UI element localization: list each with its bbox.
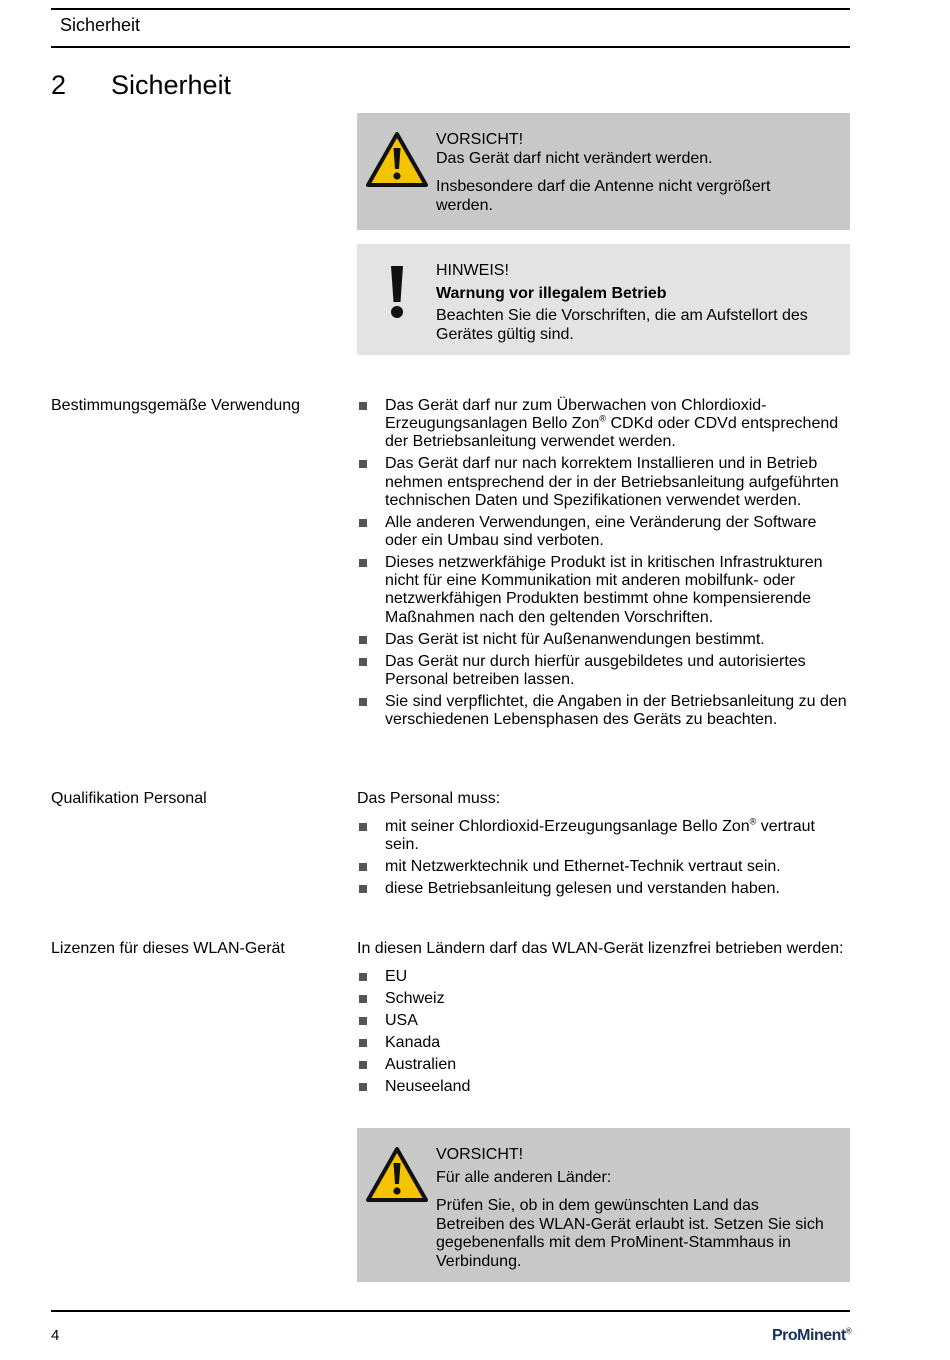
caution-content [436,1146,826,1271]
notice-box [357,244,850,355]
page-number: 4 [51,1327,60,1344]
notice-heading: Warnung vor illegalem Betrieb [436,284,667,302]
header-bottom-rule [51,46,850,48]
list-item: Das Gerät nur durch hierfür ausgebildetes und autorisiertes Personal betreiben lassen. [357,653,850,689]
list-item: Das Gerät darf nur zum Überwachen von Chlordioxid-Erzeugungsanlagen Bello Zon® CDKd oder CDVd entsprechend der Betriebsanleitung verwendet werden. [357,397,850,452]
caution-box [357,1128,850,1282]
country-item: EU [357,968,850,986]
country-item: Australien [357,1056,850,1074]
chapter-title: Sicherheit [111,70,232,100]
qualification-section [357,790,850,902]
list-item: mit Netzwerktechnik und Ethernet-Technik vertraut sein. [357,858,850,876]
caution-content [436,131,826,215]
intended-use-list [357,397,850,729]
caution-signal-word: VORSICHT! [436,1146,524,1163]
list-item: Das Gerät darf nur nach korrektem Installieren und in Betrieb nehmen entsprechend der in der Betriebsanleitung aufgeführten technischen Daten und Spezifikationen verwendet werden. [357,455,850,510]
exclamation-icon [387,264,407,322]
qualification-intro: Das Personal muss: [357,790,501,807]
warning-triangle-icon [365,131,429,189]
caution-signal-word: VORSICHT! [436,131,524,148]
notice-text: Beachten Sie die Vorschriften, die am Aufstellort des Gerätes gültig sind. [436,307,808,343]
licenses-section [357,940,850,1100]
notice-signal-word: HINWEIS! [436,262,509,279]
footer-rule [51,1310,850,1312]
qualification-list [357,818,850,898]
caution-box [357,113,850,230]
country-item: USA [357,1012,850,1030]
list-item: mit seiner Chlordioxid-Erzeugungsanlage Bello Zon® vertraut sein. [357,818,850,854]
country-list [357,968,850,1096]
list-item: Sie sind verpflichtet, die Angaben in der Betriebsanleitung zu den verschiedenen Lebensphasen des Geräts zu beachten. [357,693,850,729]
caution-text-1: Das Gerät darf nicht verändert werden. [436,149,713,167]
caution-text-2: Insbesondere darf die Antenne nicht vergrößert werden. [436,178,771,214]
qualification-label: Qualifikation Personal [51,790,207,807]
country-item: Kanada [357,1034,850,1052]
chapter-number: 2 [51,70,67,100]
list-item: Das Gerät ist nicht für Außenanwendungen bestimmt. [357,631,850,649]
country-item: Neuseeland [357,1078,850,1096]
running-header: Sicherheit [60,15,141,35]
list-item: Alle anderen Verwendungen, eine Veränderung der Software oder ein Umbau sind verboten. [357,514,850,550]
notice-content [436,262,826,344]
intended-use-section [357,397,850,733]
list-item: diese Betriebsanleitung gelesen und verstanden haben. [357,880,850,898]
list-item: Dieses netzwerkfähige Produkt ist in kritischen Infrastrukturen nicht für eine Kommunikation mit anderen mobilfunk- oder netzwerkfähigen Produkten bestimmt ohne kompensierende Maßnahmen nach den geltenden Vorschriften. [357,554,850,627]
licenses-intro: In diesen Ländern darf das WLAN-Gerät lizenzfrei betrieben werden: [357,940,844,957]
prominent-logo: ProMinent® [772,1326,852,1344]
licenses-label: Lizenzen für dieses WLAN-Gerät [51,940,285,957]
intended-use-label: Bestimmungsgemäße Verwendung [51,397,301,414]
header-top-rule [51,8,850,10]
country-item: Schweiz [357,990,850,1008]
warning-triangle-icon [365,1146,429,1204]
caution-text-2: Prüfen Sie, ob in dem gewünschten Land das Betreiben des WLAN-Gerät erlaubt ist. Setzen Sie sich gegebenenfalls mit dem ProMinent-Stammhaus in Verbindung. [436,1197,824,1270]
caution-text-1: Für alle anderen Länder: [436,1168,612,1186]
